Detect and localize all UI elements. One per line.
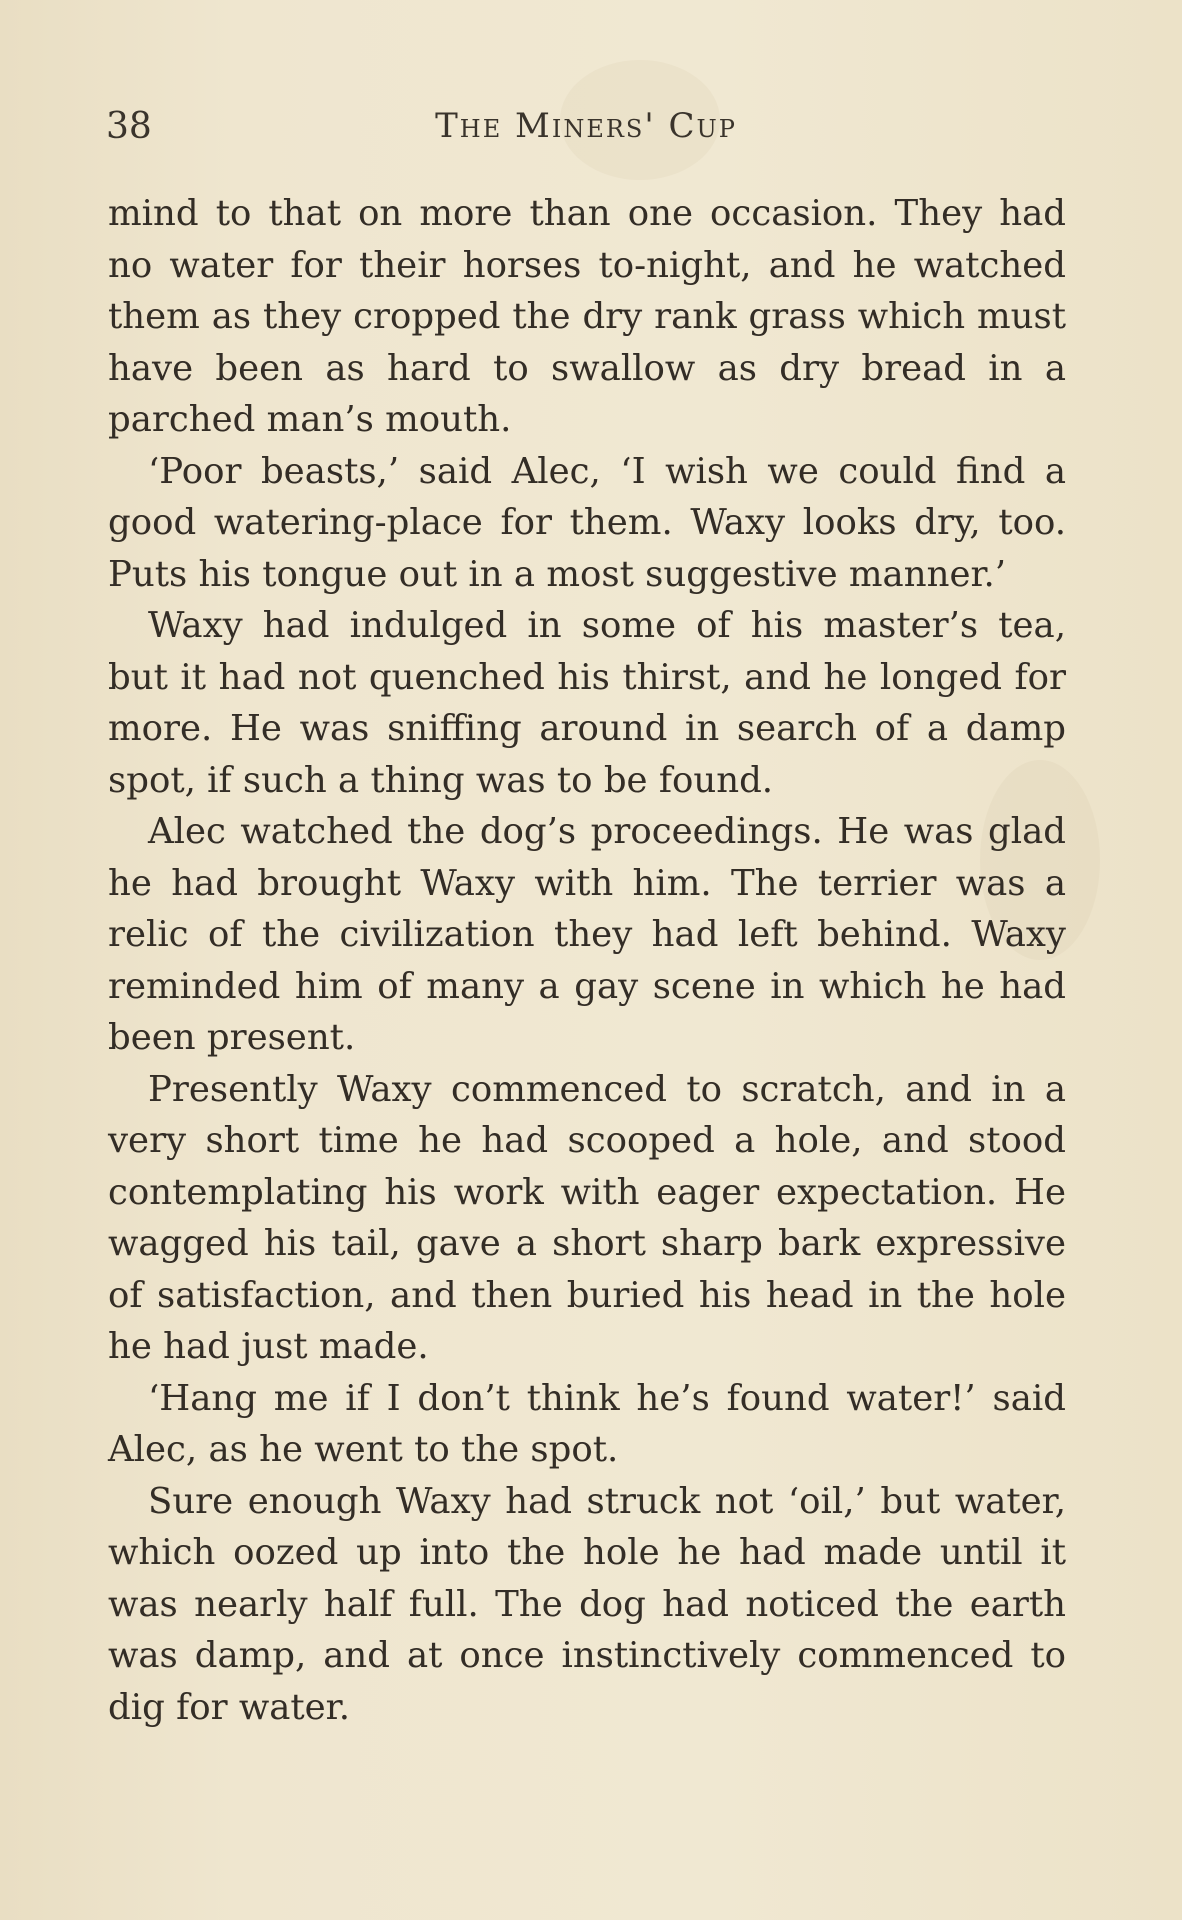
paragraph: Alec watched the dog’s proceedings. He was glad he had brought Waxy with him. The terrier was a relic of the civilization they had left behind. Waxy reminded him of many a gay scene in which he had been present. — [108, 811, 1066, 1058]
paragraph: mind to that on more than one occasion. They had no water for their horses to-night, and he watched them as they cropped the dry rank grass which must have been as hard to swallow as dry bread in a parched man’s mouth. — [108, 193, 1066, 440]
paragraph: ‘Hang me if I don’t think he’s found water!’ said Alec, as he went to the spot. — [108, 1377, 1066, 1470]
paragraph: Sure enough Waxy had struck not ‘oil,’ but water, which oozed up into the hole he had made until it was nearly half full. The dog had noticed the earth was damp, and at once instinctively commenced to dig for water. — [108, 1480, 1066, 1728]
page-number: 38 — [106, 106, 152, 147]
paragraph: Waxy had indulged in some of his master’s tea, but it had not quenched his thirst, and he longed for more. He was sniffing around in search of a damp spot, if such a thing was to be found. — [108, 605, 1066, 801]
page-header — [106, 100, 1066, 160]
paragraph: Presently Waxy commenced to scratch, and in a very short time he had scooped a hole, and stood contemplating his work with eager expectation. He wagged his tail, gave a short sharp bark expressive of satisfaction, and then buried his head in the hole he had just made. — [108, 1068, 1066, 1367]
running-title: The Miners' Cup — [435, 106, 737, 146]
paragraph: ‘Poor beasts,’ said Alec, ‘I wish we could find a good watering-place for them. Waxy looks dry, too. Puts his tongue out in a most suggestive manner.’ — [108, 450, 1066, 595]
body-text — [108, 188, 1066, 1733]
